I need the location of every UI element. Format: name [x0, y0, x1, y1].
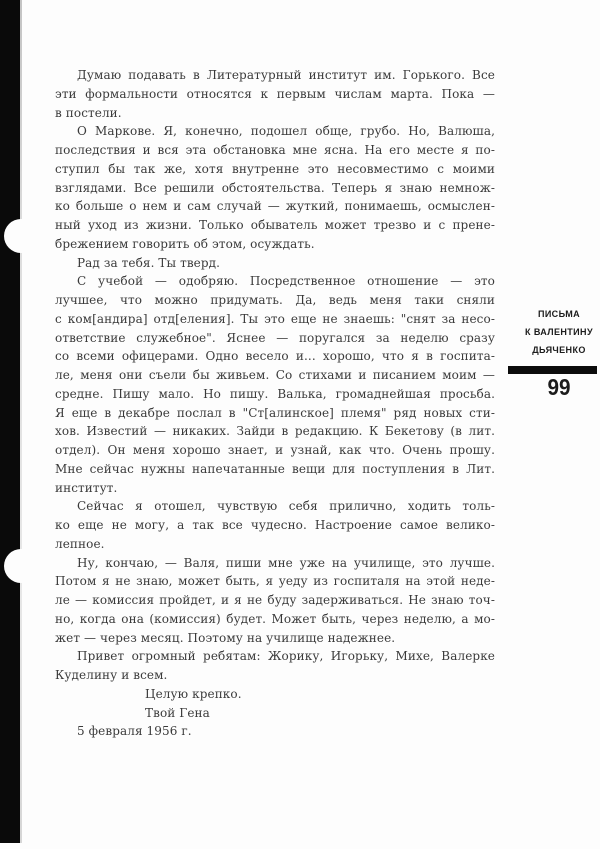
chapter-sidebar — [499, 306, 600, 399]
chapter-title-line: К ВАЛЕНТИНУ — [525, 327, 593, 338]
letter-line: ответствие служебное". Яснее — поругался за неделю сразу — [55, 330, 495, 345]
letter-body — [55, 66, 495, 741]
chapter-title-line: ДЬЯЧЕНКО — [532, 345, 586, 356]
letter-line: Рад за тебя. Ты тверд. — [77, 255, 221, 270]
thumb-notch-top — [4, 219, 38, 253]
letter-line: Сейчас я отошел, чувствую себя прилично, ходить толь- — [77, 499, 495, 514]
letter-line: ле — комиссия пройдет, и я не буду задерживаться. Не знаю точ- — [55, 593, 495, 607]
letter-line: последствия и вся эта обстановка мне ясна. На его месте я по- — [55, 143, 495, 157]
letter-line: в постели. — [55, 105, 122, 120]
thumb-notch-bottom — [4, 549, 38, 583]
letter-line: эти формальности относятся к первым числам марта. Пока — — [55, 86, 495, 101]
page-number: 99 — [547, 374, 571, 400]
letter-line: ступил бы так же, хотя внутренне это несовместимо с моими — [55, 161, 495, 176]
letter-line: Целую крепко. — [145, 686, 242, 701]
letter-line: ко еще не могу, а так все чудесно. Настроение самое велико- — [55, 518, 495, 532]
chapter-divider-bar — [508, 366, 597, 374]
letter-line: ный уход из жизни. Только обыватель может трезво и с прене- — [55, 218, 495, 232]
scan-gutter-black-strip — [0, 0, 20, 843]
chapter-title-line: ПИСЬМА — [537, 309, 581, 320]
letter-line: Привет огромный ребятам: Жорику, Игорьку, Михе, Валерке — [77, 649, 495, 664]
letter-line: лучшее, что можно придумать. Да, ведь меня таки сняли — [55, 293, 495, 307]
letter-line: Потом я не знаю, может быть, я уеду из госпиталя на этой неде- — [55, 574, 495, 589]
letter-line: Думаю подавать в Литературный институт им. Горького. Все — [77, 68, 495, 82]
letter-line: Твой Гена — [145, 705, 210, 720]
letter-line: ко больше о нем и сам случай — жуткий, понимаешь, осмыслен- — [55, 199, 495, 214]
letter-line: брежением говорить об этом, осуждать. — [55, 236, 315, 251]
letter-line: ле, меня они съели бы живьем. Со стихами и писанием моим — — [55, 368, 495, 382]
letter-line: Ну, кончаю, — Валя, пиши мне уже на училище, это лучше. — [77, 555, 495, 570]
letter-line: лепное. — [55, 536, 105, 551]
letter-line: С учебой — одобряю. Посредственное отношение — это — [77, 274, 495, 289]
letter-line: институт. — [55, 480, 118, 495]
letter-line: отдел). Он меня хорошо знает, и узнай, как что. Очень прошу. — [55, 443, 495, 457]
letter-line: Куделину и всем. — [55, 668, 168, 682]
letter-line: взглядами. Все решили обстоятельства. Теперь я знаю немнож- — [55, 180, 495, 195]
letter-line: со всеми офицерами. Одно весело и... хорошо, что я в госпита- — [55, 349, 495, 364]
letter-line: 5 февраля 1956 г. — [77, 724, 192, 739]
letter-line: Мне сейчас нужны напечатанные вещи для поступления в Лит. — [55, 461, 495, 476]
letter-line: хов. Известий — никаких. Зайди в редакцию. К Бекетову (в лит. — [55, 424, 495, 439]
letter-line: но, когда она (комиссия) будет. Может быть, через неделю, а мо- — [55, 611, 495, 626]
letter-line: жет — через месяц. Поэтому на училище надежнее. — [55, 630, 396, 645]
page-edge-line — [20, 0, 22, 843]
letter-line: Я еще в декабре послал в "Ст[алинское] племя" ряд новых сти- — [55, 405, 495, 420]
chapter-title — [502, 306, 600, 360]
letter-line: с ком[андира] отд[еления]. Ты это еще не знаешь: "снят за несо- — [55, 311, 495, 326]
letter-line: О Маркове. Я, конечно, подошел обще, грубо. Но, Валюша, — [77, 124, 495, 139]
letter-line: средне. Пишу мало. Но пишу. Валька, громаднейшая просьба. — [55, 386, 495, 401]
